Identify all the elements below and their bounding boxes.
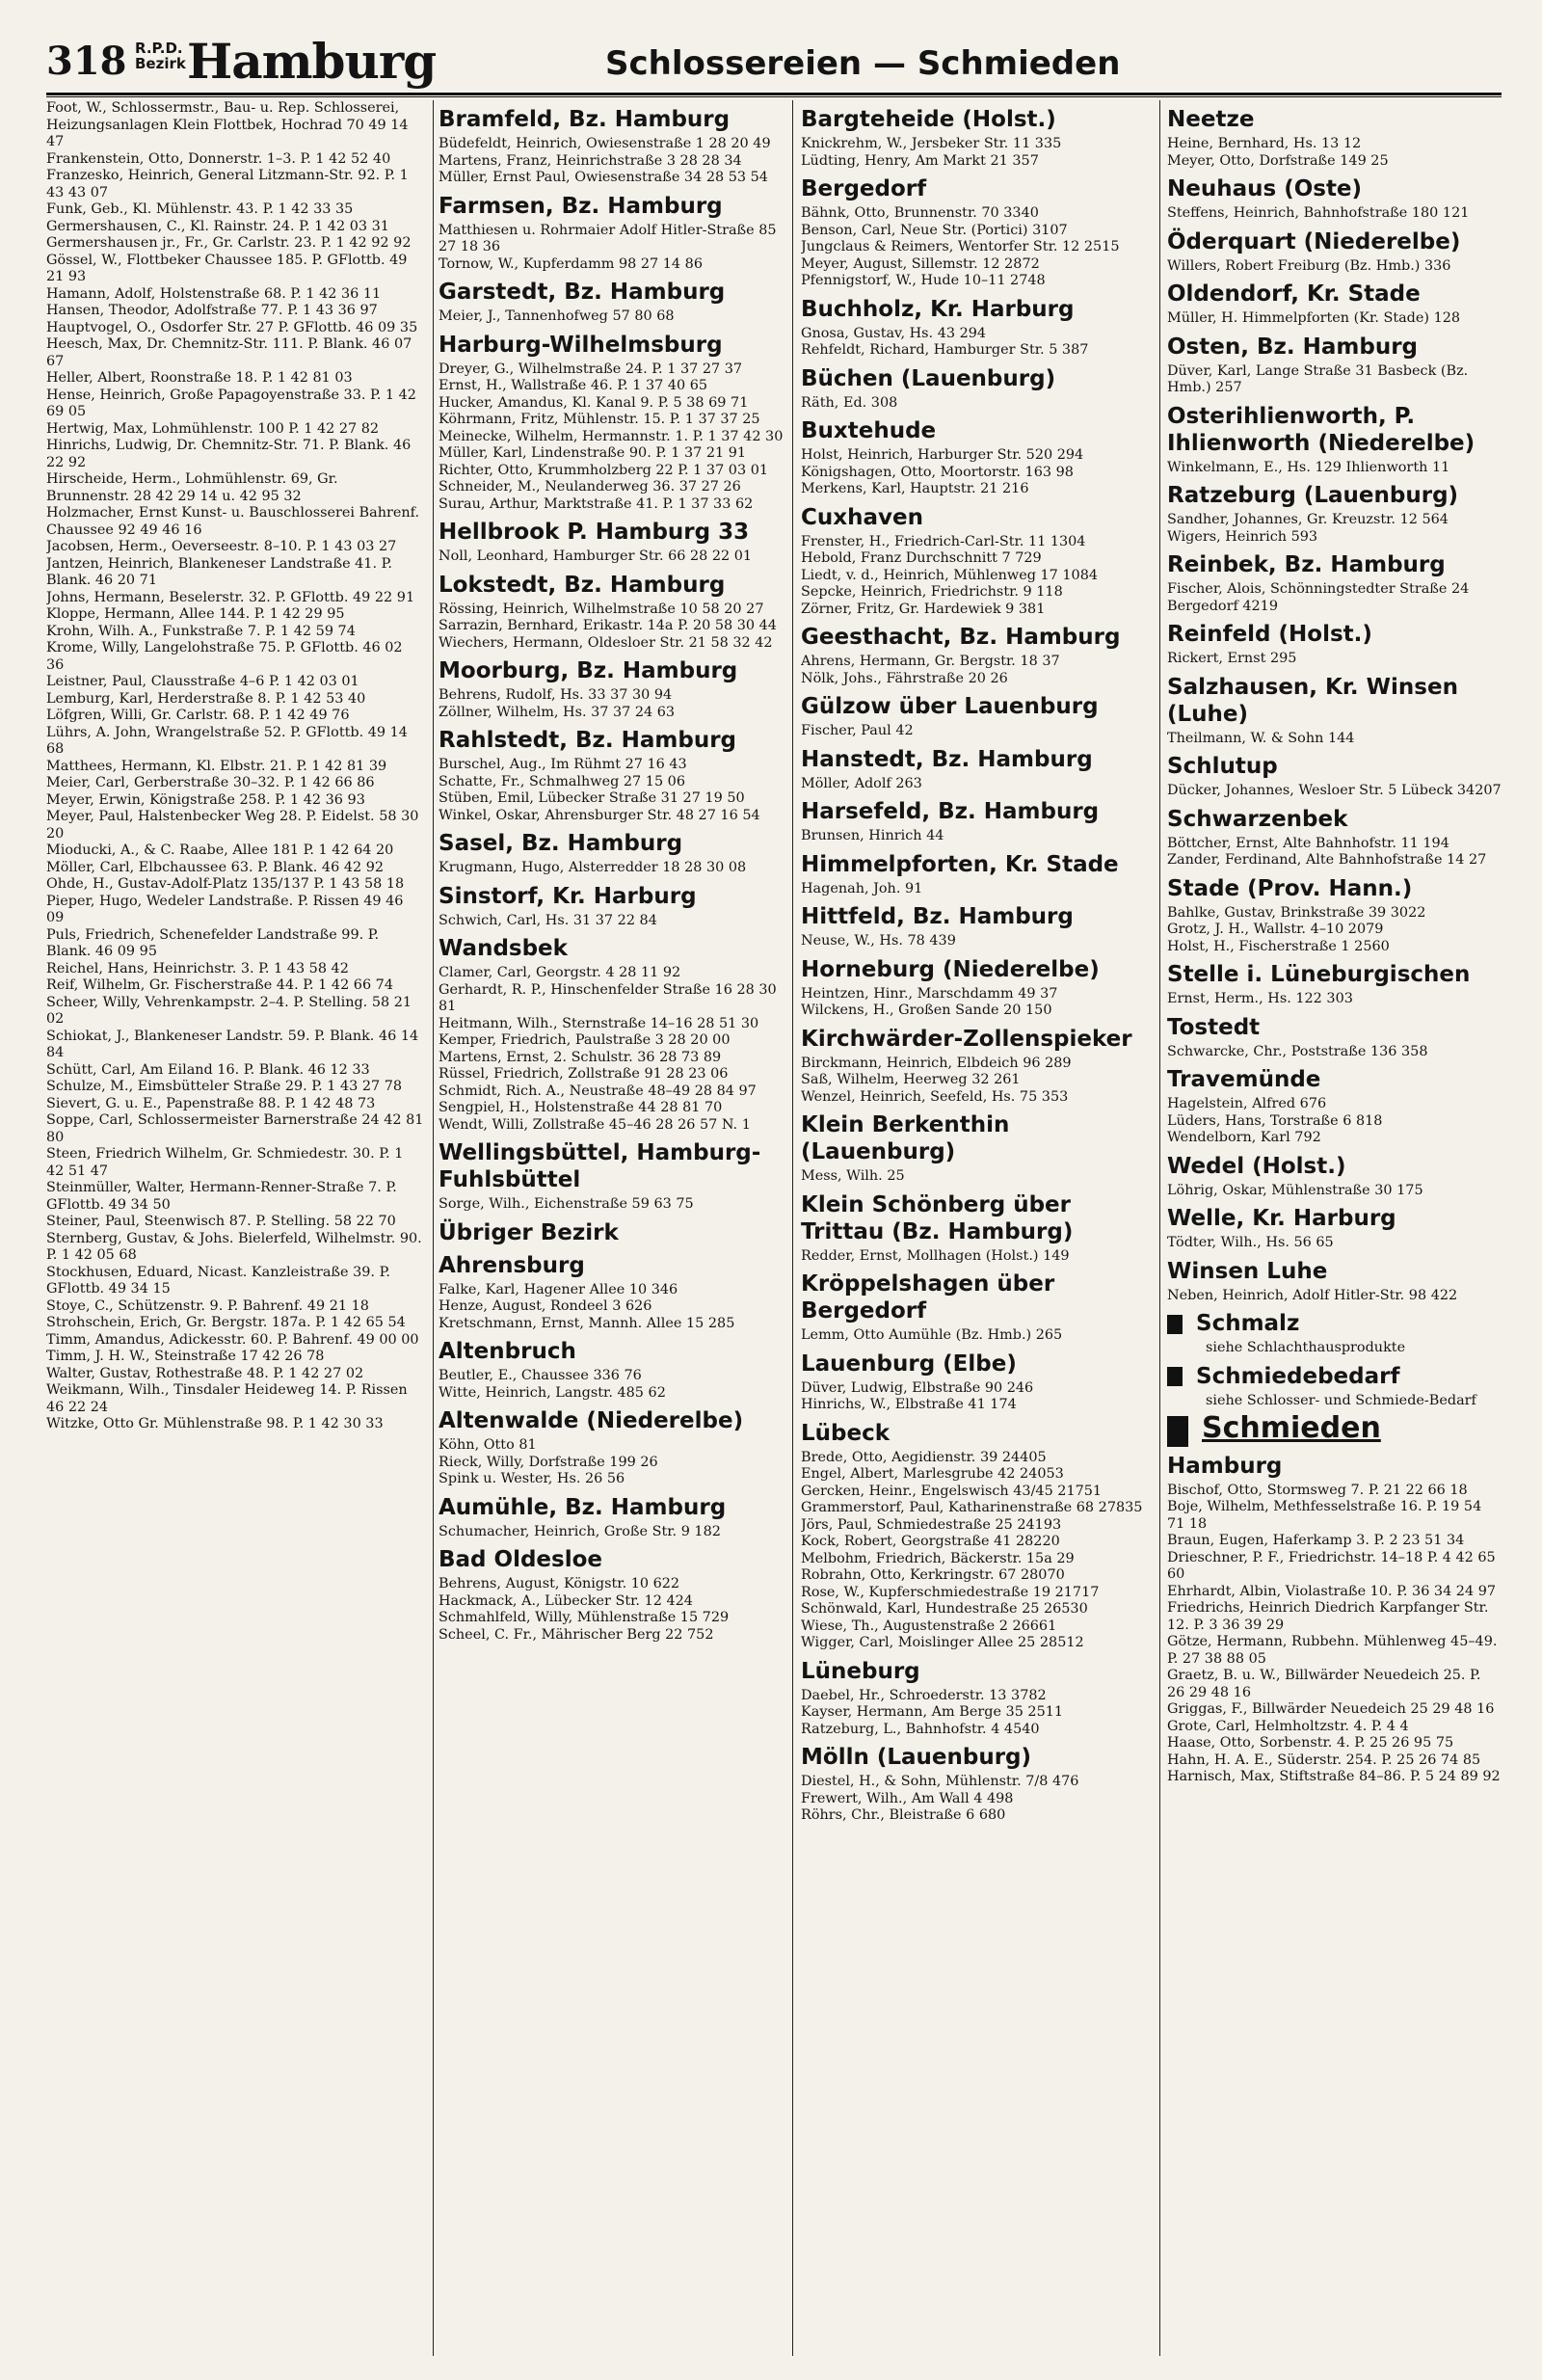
place-heading: Ahrensburg xyxy=(439,1252,585,1278)
bezirk-label: Bezirk xyxy=(135,55,186,72)
listing-entry: Sepcke, Heinrich, Friedrichstr. 9 118 xyxy=(801,584,1063,600)
place-heading: Öderquart (Niederelbe) xyxy=(1167,228,1461,254)
place-heading: Übriger Bezirk xyxy=(439,1219,619,1245)
listing-entry: Haase, Otto, Sorbenstr. 4. P. 25 26 95 75 xyxy=(1167,1735,1454,1751)
listing-entry: Pieper, Hugo, Wedeler Landstraße. P. Rissen 49 46 09 xyxy=(46,893,404,925)
place-heading: Lüneburg xyxy=(801,1658,920,1684)
listing-entry: Braun, Eugen, Haferkamp 3. P. 2 23 51 34 xyxy=(1167,1533,1465,1548)
listing-entry: Rössing, Heinrich, Wilhelmstraße 10 58 20 27 xyxy=(439,601,764,617)
listing-entry: Hucker, Amandus, Kl. Kanal 9. P. 5 38 69 71 xyxy=(439,394,749,411)
listing-entry: Hackmack, A., Lübecker Str. 12 424 xyxy=(439,1592,693,1609)
listing-entry: Meyer, Erwin, Königstraße 258. P. 1 42 36 93 xyxy=(46,791,365,808)
listing-entry: Schütt, Carl, Am Eiland 16. P. Blank. 46 12 33 xyxy=(46,1061,370,1078)
listing-entry: Frenster, H., Friedrich-Carl-Str. 11 1304 xyxy=(801,533,1086,549)
cross-reference-note: siehe Schlachthausprodukte xyxy=(1206,1340,1406,1355)
listing-entry: Hagenah, Joh. 91 xyxy=(801,880,923,896)
category-heading-text: Schmalz xyxy=(1196,1311,1300,1336)
listing-entry: Rickert, Ernst 295 xyxy=(1167,651,1297,666)
listing-entry: Puls, Friedrich, Schenefelder Landstraße 99. P. Blank. 46 09 95 xyxy=(46,926,380,959)
listing-entry: Fischer, Paul 42 xyxy=(801,723,914,738)
listing-entry: Wigger, Carl, Moislinger Allee 25 28512 xyxy=(801,1635,1084,1650)
place-heading: Bergedorf xyxy=(801,176,927,201)
square-bullet-icon xyxy=(1167,1367,1183,1386)
listing-entry: Witte, Heinrich, Langstr. 485 62 xyxy=(439,1384,666,1401)
place-heading: Kröppelshagen über Bergedorf xyxy=(801,1271,1055,1324)
listing-entry: Köhrmann, Fritz, Mühlenstr. 15. P. 1 37 37 25 xyxy=(439,412,760,427)
place-heading: Lokstedt, Bz. Hamburg xyxy=(439,572,726,598)
listing-entry: Merkens, Karl, Hauptstr. 21 216 xyxy=(801,481,1029,496)
listing-entry: Schwich, Carl, Hs. 31 37 22 84 xyxy=(439,912,657,928)
place-heading: Neetze xyxy=(1167,107,1255,132)
place-heading: Schwarzenbek xyxy=(1167,806,1348,832)
listing-entry: Heine, Bernhard, Hs. 13 12 xyxy=(1167,136,1362,151)
place-heading: Hittfeld, Bz. Hamburg xyxy=(801,904,1074,929)
listing-entry: Scheer, Willy, Vehrenkampstr. 2–4. P. Stelling. 58 21 02 xyxy=(46,994,412,1027)
place-heading: Farmsen, Bz. Hamburg xyxy=(439,193,723,219)
category-heading xyxy=(1167,1363,1502,1390)
place-heading: Salzhausen, Kr. Winsen (Luhe) xyxy=(1167,674,1458,727)
listing-entry: Meyer, Paul, Halstenbecker Weg 28. P. Eidelst. 58 30 20 xyxy=(46,809,419,842)
listing-entry: Brede, Otto, Aegidienstr. 39 24405 xyxy=(801,1449,1047,1465)
listing-entry: Ratzeburg, L., Bahnhofstr. 4 4540 xyxy=(801,1721,1040,1737)
listing-entry: Hinrichs, Ludwig, Dr. Chemnitz-Str. 71. P. Blank. 46 22 92 xyxy=(46,438,412,470)
listing-entry: Matthees, Hermann, Kl. Elbstr. 21. P. 1 42 81 39 xyxy=(46,758,387,774)
place-heading: Gülzow über Lauenburg xyxy=(801,694,1099,719)
listing-entry: Brunsen, Hinrich 44 xyxy=(801,828,944,843)
place-heading: Geesthacht, Bz. Hamburg xyxy=(801,625,1121,650)
listing-entry: Grote, Carl, Helmholtzstr. 4. P. 4 4 xyxy=(1167,1718,1409,1734)
listing-entry: Fischer, Alois, Schönningstedter Straße 24 Bergedorf 4219 xyxy=(1167,581,1470,614)
listing-entry: Meinecke, Wilhelm, Hermannstr. 1. P. 1 37 42 30 xyxy=(439,428,784,444)
listing-entry: Liedt, v. d., Heinrich, Mühlenweg 17 1084 xyxy=(801,567,1099,583)
listing-entry: Rose, W., Kupferschmiedestraße 19 21717 xyxy=(801,1584,1100,1600)
listing-entry: Kock, Robert, Georgstraße 41 28220 xyxy=(801,1534,1060,1549)
listing-entry: Sievert, G. u. E., Papenstraße 88. P. 1 42 48 73 xyxy=(46,1095,376,1111)
listing-entry: Wendt, Willi, Zollstraße 45–46 28 26 57 N. 1 xyxy=(439,1116,751,1133)
listing-entry: Saß, Wilhelm, Heerweg 32 261 xyxy=(801,1072,1021,1087)
listing-entry: Holzmacher, Ernst Kunst- u. Bauschlosserei Bahrenf. Chaussee 92 49 46 16 xyxy=(46,505,420,538)
place-heading: Aumühle, Bz. Hamburg xyxy=(439,1494,727,1520)
place-heading: Oldendorf, Kr. Stade xyxy=(1167,281,1421,307)
listing-entry: Kloppe, Hermann, Allee 144. P. 1 42 29 95 xyxy=(46,606,345,622)
listing-entry: Räth, Ed. 308 xyxy=(801,394,898,411)
listing-entry: Grotz, J. H., Wallstr. 4–10 2079 xyxy=(1167,922,1384,937)
place-heading: Hanstedt, Bz. Hamburg xyxy=(801,746,1093,772)
place-heading: Ratzeburg (Lauenburg) xyxy=(1167,483,1459,508)
listing-entry: Gnosa, Gustav, Hs. 43 294 xyxy=(801,325,987,341)
listing-entry: Meier, Carl, Gerberstraße 30–32. P. 1 42 66 86 xyxy=(46,775,375,790)
listing-entry: Reif, Wilhelm, Gr. Fischerstraße 44. P. 1 42 66 74 xyxy=(46,977,393,993)
listing-entry: Meyer, Otto, Dorfstraße 149 25 xyxy=(1167,152,1389,169)
section-heading xyxy=(1167,1411,1502,1447)
listing-entry: Graetz, B. u. W., Billwärder Neuedeich 25. P. 26 29 48 16 xyxy=(1167,1668,1481,1700)
listing-entry: Ernst, H., Wallstraße 46. P. 1 37 40 65 xyxy=(439,378,708,393)
place-heading: Stade (Prov. Hann.) xyxy=(1167,875,1413,901)
listing-entry: Düver, Ludwig, Elbstraße 90 246 xyxy=(801,1379,1034,1396)
place-heading: Schlutup xyxy=(1167,754,1278,779)
listing-entry: Soppe, Carl, Schlossermeister Barnerstraße 24 42 81 80 xyxy=(46,1112,424,1145)
listing-entry: Wigers, Heinrich 593 xyxy=(1167,528,1318,545)
section-heading-text: Schmieden xyxy=(1202,1411,1381,1445)
listing-entry: Ohde, H., Gustav-Adolf-Platz 135/137 P. 1 43 58 18 xyxy=(46,876,405,892)
place-heading: Klein Berkenthin (Lauenburg) xyxy=(801,1112,1010,1164)
listing-entry: Müller, Karl, Lindenstraße 90. P. 1 37 21 91 xyxy=(439,445,747,461)
listing-entry: Burschel, Aug., Im Rühmt 27 16 43 xyxy=(439,757,687,772)
listing-entry: Ehrhardt, Albin, Violastraße 10. P. 36 34 24 97 xyxy=(1167,1583,1497,1599)
header-rule-thin xyxy=(46,96,1502,97)
place-heading: Himmelpforten, Kr. Stade xyxy=(801,851,1119,877)
listing-column-4 xyxy=(1167,100,1502,2356)
listing-entry: Lüdting, Henry, Am Markt 21 357 xyxy=(801,152,1039,169)
listing-entry: Strohschein, Erich, Gr. Bergstr. 187a. P. 1 42 65 54 xyxy=(46,1315,406,1330)
listing-entry: Kemper, Friedrich, Paulstraße 3 28 20 00 xyxy=(439,1032,731,1048)
listing-entry: Mess, Wilh. 25 xyxy=(801,1168,905,1184)
listing-entry: Bähnk, Otto, Brunnenstr. 70 3340 xyxy=(801,205,1039,221)
listing-entry: Timm, Amandus, Adickesstr. 60. P. Bahrenf. 49 00 00 xyxy=(46,1331,419,1348)
listing-entry: Ernst, Herm., Hs. 122 303 xyxy=(1167,991,1353,1006)
listing-entry: Diestel, H., & Sohn, Mühlenstr. 7/8 476 xyxy=(801,1774,1079,1789)
listing-entry: Heintzen, Hinr., Marschdamm 49 37 xyxy=(801,985,1058,1002)
listing-entry: Jantzen, Heinrich, Blankeneser Landstraße 41. P. Blank. 46 20 71 xyxy=(46,555,392,588)
listing-entry: Matthiesen u. Rohrmaier Adolf Hitler-Straße 85 27 18 36 xyxy=(439,222,777,254)
listing-entry: Tödter, Wilh., Hs. 56 65 xyxy=(1167,1235,1334,1250)
listing-entry: Harnisch, Max, Stiftstraße 84–86. P. 5 24 89 92 xyxy=(1167,1769,1501,1784)
place-heading: Osterihlienworth, P. Ihlienworth (Niederelbe) xyxy=(1167,403,1476,456)
listing-entry: Frankenstein, Otto, Donnerstr. 1–3. P. 1 42 52 40 xyxy=(46,150,391,167)
listing-entry: Daebel, Hr., Schroederstr. 13 3782 xyxy=(801,1687,1047,1703)
listing-entry: Sternberg, Gustav, & Johs. Bielerfeld, Wilhelmstr. 90. P. 1 42 05 68 xyxy=(46,1230,422,1263)
listing-entry: Martens, Franz, Heinrichstraße 3 28 28 34 xyxy=(439,152,742,169)
listing-entry: Neuse, W., Hs. 78 439 xyxy=(801,933,956,949)
listing-entry: Sarrazin, Bernhard, Erikastr. 14a P. 20 58 30 44 xyxy=(439,618,777,633)
category-heading xyxy=(1167,1310,1502,1337)
listing-entry: Scheel, C. Fr., Mährischer Berg 22 752 xyxy=(439,1626,714,1643)
listing-entry: Steen, Friedrich Wilhelm, Gr. Schmiedestr. 30. P. 1 42 51 47 xyxy=(46,1146,404,1179)
listing-entry: Behrens, Rudolf, Hs. 33 37 30 94 xyxy=(439,687,673,703)
listing-entry: Lemm, Otto Aumühle (Bz. Hmb.) 265 xyxy=(801,1327,1063,1343)
listing-entry: Lüders, Hans, Torstraße 6 818 xyxy=(1167,1112,1383,1129)
listing-entry: Kayser, Hermann, Am Berge 35 2511 xyxy=(801,1704,1064,1720)
listing-entry: Wiechers, Hermann, Oldesloer Str. 21 58 32 42 xyxy=(439,634,773,651)
listing-entry: Zöllner, Wilhelm, Hs. 37 37 24 63 xyxy=(439,704,676,720)
listing-entry: Heller, Albert, Roonstraße 18. P. 1 42 81 03 xyxy=(46,370,353,386)
listing-entry: Dücker, Johannes, Wesloer Str. 5 Lübeck 34207 xyxy=(1167,783,1502,798)
listing-entry: Rüssel, Friedrich, Zollstraße 91 28 23 06 xyxy=(439,1066,729,1082)
listing-entry: Drieschner, P. F., Friedrichstr. 14–18 P. 4 42 65 60 xyxy=(1167,1549,1496,1582)
listing-entry: Lührs, A. John, Wrangelstraße 52. P. GFlottb. 49 14 68 xyxy=(46,724,408,757)
listing-entry: Surau, Arthur, Marktstraße 41. P. 1 37 33 62 xyxy=(439,495,754,512)
listing-entry: Müller, H. Himmelpforten (Kr. Stade) 128 xyxy=(1167,310,1461,326)
listing-entry: Franzesko, Heinrich, General Litzmann-Str. 92. P. 1 43 43 07 xyxy=(46,168,409,201)
place-heading: Altenbruch xyxy=(439,1339,576,1364)
listing-entry: Behrens, August, Königstr. 10 622 xyxy=(439,1576,680,1591)
place-heading: Garstedt, Bz. Hamburg xyxy=(439,280,726,305)
listing-entry: Griggas, F., Billwärder Neuedeich 25 29 48 16 xyxy=(1167,1701,1495,1717)
place-heading: Tostedt xyxy=(1167,1014,1261,1040)
listing-entry: Königshagen, Otto, Moortorstr. 163 98 xyxy=(801,464,1074,480)
listing-entry: Hahn, H. A. E., Süderstr. 254. P. 25 26 74 85 xyxy=(1167,1752,1481,1768)
listing-entry: Weikmann, Wilh., Tinsdaler Heideweg 14. P. Rissen 46 22 24 xyxy=(46,1382,408,1415)
listing-entry: Johns, Hermann, Beselerstr. 32. P. GFlottb. 49 22 91 xyxy=(46,589,415,605)
place-heading: Harsefeld, Bz. Hamburg xyxy=(801,799,1100,824)
square-bullet-icon xyxy=(1167,1416,1188,1447)
listing-entry: Röhrs, Chr., Bleistraße 6 680 xyxy=(801,1807,1006,1823)
place-heading: Altenwalde (Niederelbe) xyxy=(439,1408,744,1433)
listing-entry: Melbohm, Friedrich, Bäckerstr. 15a 29 xyxy=(801,1550,1075,1566)
place-heading: Neuhaus (Oste) xyxy=(1167,176,1363,201)
listing-entry: Möller, Carl, Elbchaussee 63. P. Blank. 46 42 92 xyxy=(46,859,385,875)
listing-entry: Krome, Willy, Langelohstraße 75. P. GFlottb. 46 02 36 xyxy=(46,640,403,673)
listing-entry: Friedrichs, Heinrich Diedrich Karpfanger Str. 12. P. 3 36 39 29 xyxy=(1167,1600,1489,1633)
listing-entry: Grammerstorf, Paul, Katharinenstraße 68 27835 xyxy=(801,1500,1143,1515)
listing-entry: Pfennigstorf, W., Hude 10–11 2748 xyxy=(801,273,1046,288)
listing-entry: Spink u. Wester, Hs. 26 56 xyxy=(439,1471,625,1486)
listing-entry: Heesch, Max, Dr. Chemnitz-Str. 111. P. Blank. 46 07 67 xyxy=(46,336,412,369)
listing-entry: Theilmann, W. & Sohn 144 xyxy=(1167,730,1355,746)
listing-entry: Redder, Ernst, Mollhagen (Holst.) 149 xyxy=(801,1247,1070,1264)
listing-entry: Heitmann, Wilh., Sternstraße 14–16 28 51 30 xyxy=(439,1015,759,1031)
listing-entry: Bischof, Otto, Stormsweg 7. P. 21 22 66 18 xyxy=(1167,1482,1468,1498)
listing-entry: Schönwald, Karl, Hundestraße 25 26530 xyxy=(801,1601,1088,1617)
listing-entry: Stüben, Emil, Lübecker Straße 31 27 19 50 xyxy=(439,790,745,806)
listing-entry: Henze, August, Rondeel 3 626 xyxy=(439,1298,652,1314)
listing-entry: Hertwig, Max, Lohmühlenstr. 100 P. 1 42 27 82 xyxy=(46,420,380,437)
cross-reference-note: siehe Schlosser- und Schmiede-Bedarf xyxy=(1206,1392,1476,1408)
place-heading: Mölln (Lauenburg) xyxy=(801,1745,1032,1770)
listing-entry: Zander, Ferdinand, Alte Bahnhofstraße 14 27 xyxy=(1167,852,1487,868)
listing-entry: Sandher, Johannes, Gr. Kreuzstr. 12 564 xyxy=(1167,512,1449,527)
place-heading: Hamburg xyxy=(1167,1453,1283,1479)
listing-entry: Hirscheide, Herm., Lohmühlenstr. 69, Gr. Brunnenstr. 28 42 29 14 u. 42 95 32 xyxy=(46,471,338,504)
place-heading: Wedel (Holst.) xyxy=(1167,1153,1346,1179)
listing-entry: Noll, Leonhard, Hamburger Str. 66 28 22 01 xyxy=(439,548,753,564)
listing-entry: Birckmann, Heinrich, Elbdeich 96 289 xyxy=(801,1055,1072,1071)
listing-entry: Stockhusen, Eduard, Nicast. Kanzleistraße 39. P. GFlottb. 49 34 15 xyxy=(46,1264,390,1297)
rpd-bezirk-label xyxy=(135,40,186,71)
listing-entry: Jörs, Paul, Schmiedestraße 25 24193 xyxy=(801,1516,1062,1533)
place-heading: Lauenburg (Elbe) xyxy=(801,1350,1017,1377)
listing-entry: Robrahn, Otto, Kerkringstr. 67 28070 xyxy=(801,1567,1065,1583)
listing-entry: Jungclaus & Reimers, Wentorfer Str. 12 2515 xyxy=(801,239,1120,254)
place-heading: Buxtehude xyxy=(801,418,937,443)
listing-entry: Götze, Hermann, Rubbehn. Mühlenweg 45–49. P. 27 38 88 05 xyxy=(1167,1634,1498,1667)
listing-entry: Bahlke, Gustav, Brinkstraße 39 3022 xyxy=(1167,904,1426,921)
listing-entry: Clamer, Carl, Georgstr. 4 28 11 92 xyxy=(439,965,681,980)
listing-entry: Beutler, E., Chaussee 336 76 xyxy=(439,1368,642,1383)
listing-entry: Hense, Heinrich, Große Papagoyenstraße 33. P. 1 42 69 05 xyxy=(46,387,416,419)
place-heading: Lübeck xyxy=(801,1420,891,1446)
listing-entry: Zörner, Fritz, Gr. Hardewiek 9 381 xyxy=(801,601,1046,617)
place-heading: Osten, Bz. Hamburg xyxy=(1167,334,1418,360)
listing-entry: Wiese, Th., Augustenstraße 2 26661 xyxy=(801,1618,1057,1634)
listing-entry: Steiner, Paul, Steenwisch 87. P. Stelling. 58 22 70 xyxy=(46,1214,396,1229)
place-heading: Reinfeld (Holst.) xyxy=(1167,622,1372,647)
listing-entry: Winkelmann, E., Hs. 129 Ihlienworth 11 xyxy=(1167,459,1450,475)
listing-entry: Knickrehm, W., Jersbeker Str. 11 335 xyxy=(801,136,1062,151)
listing-entry: Stoye, C., Schützenstr. 9. P. Bahrenf. 49 21 18 xyxy=(46,1297,369,1314)
listing-entry: Leistner, Paul, Clausstraße 4–6 P. 1 42 03 01 xyxy=(46,674,359,689)
listing-entry: Germershausen jr., Fr., Gr. Carlstr. 23. P. 1 42 92 92 xyxy=(46,235,412,251)
listing-entry: Mioducki, A., & C. Raabe, Allee 181 P. 1 42 64 20 xyxy=(46,842,394,858)
listing-entry: Krohn, Wilh. A., Funkstraße 7. P. 1 42 59 74 xyxy=(46,623,356,639)
listing-entry: Schumacher, Heinrich, Große Str. 9 182 xyxy=(439,1523,721,1539)
listing-entry: Wendelborn, Karl 792 xyxy=(1167,1130,1321,1145)
place-heading: Moorburg, Bz. Hamburg xyxy=(439,658,738,683)
place-heading: Bad Oldesloe xyxy=(439,1547,602,1572)
listing-entry: Reichel, Hans, Heinrichstr. 3. P. 1 43 58 42 xyxy=(46,960,349,976)
listing-entry: Martens, Ernst, 2. Schulstr. 36 28 73 89 xyxy=(439,1049,722,1065)
listing-entry: Hamann, Adolf, Holstenstraße 68. P. 1 42 36 11 xyxy=(46,285,382,302)
listing-entry: Steinmüller, Walter, Hermann-Renner-Straße 7. P. GFlottb. 49 34 50 xyxy=(46,1180,397,1213)
listing-entry: Walter, Gustav, Rothestraße 48. P. 1 42 27 02 xyxy=(46,1365,364,1381)
place-heading: Horneburg (Niederelbe) xyxy=(801,956,1100,982)
place-heading: Sasel, Bz. Hamburg xyxy=(439,831,683,856)
listing-entry: Schmidt, Rich. A., Neustraße 48–49 28 84 97 xyxy=(439,1083,757,1099)
listing-column-1 xyxy=(46,100,424,2356)
listing-entry: Hinrichs, W., Elbstraße 41 174 xyxy=(801,1397,1017,1412)
place-heading: Klein Schönberg über Trittau (Bz. Hamburg) xyxy=(801,1191,1074,1244)
listing-entry: Rieck, Willy, Dorfstraße 199 26 xyxy=(439,1454,658,1470)
listing-entry: Wilckens, H., Großen Sande 20 150 xyxy=(801,1003,1052,1018)
listing-entry: Hauptvogel, O., Osdorfer Str. 27 P. GFlottb. 46 09 35 xyxy=(46,319,418,335)
square-bullet-icon xyxy=(1167,1315,1183,1334)
place-heading: Wellingsbüttel, Hamburg-Fuhlsbüttel xyxy=(439,1140,761,1192)
listing-entry: Sengpiel, H., Holstenstraße 44 28 81 70 xyxy=(439,1100,723,1115)
listing-entry: Löhrig, Oskar, Mühlenstraße 30 175 xyxy=(1167,1182,1423,1198)
listing-entry: Düver, Karl, Lange Straße 31 Basbeck (Bz. Hmb.) 257 xyxy=(1167,362,1469,395)
listing-entry: Frewert, Wilh., Am Wall 4 498 xyxy=(801,1790,1014,1806)
listing-entry: Gössel, W., Flottbeker Chaussee 185. P. GFlottb. 49 21 93 xyxy=(46,252,408,284)
place-heading: Stelle i. Lüneburgischen xyxy=(1167,962,1471,987)
place-heading: Welle, Kr. Harburg xyxy=(1167,1206,1396,1231)
listing-entry: Willers, Robert Freiburg (Bz. Hmb.) 336 xyxy=(1167,257,1451,274)
listing-entry: Tornow, W., Kupferdamm 98 27 14 86 xyxy=(439,255,703,272)
place-heading: Büchen (Lauenburg) xyxy=(801,365,1056,391)
header-rule xyxy=(46,93,1502,95)
listing-entry: Krugmann, Hugo, Alsterredder 18 28 30 08 xyxy=(439,860,747,875)
listing-entry: Sorge, Wilh., Eichenstraße 59 63 75 xyxy=(439,1196,694,1212)
listing-entry: Müller, Ernst Paul, Owiesenstraße 34 28 53 54 xyxy=(439,170,768,185)
place-heading: Rahlstedt, Bz. Hamburg xyxy=(439,728,737,753)
listing-entry: Hagelstein, Alfred 676 xyxy=(1167,1096,1327,1111)
listing-entry: Hansen, Theodor, Adolfstraße 77. P. 1 43 36 97 xyxy=(46,303,378,318)
place-heading: Hellbrook P. Hamburg 33 xyxy=(439,520,750,545)
listing-entry: Funk, Geb., Kl. Mühlenstr. 43. P. 1 42 33 35 xyxy=(46,201,354,217)
listing-entry: Böttcher, Ernst, Alte Bahnhofstr. 11 194 xyxy=(1167,835,1449,851)
listing-entry: Schulze, M., Eimsbütteler Straße 29. P. 1 43 27 78 xyxy=(46,1079,403,1094)
listing-entry: Foot, W., Schlossermstr., Bau- u. Rep. Schlosserei, Heizungsanlagen Klein Flottbek, Hochrad 70 49 14 47 xyxy=(46,100,409,149)
listing-entry: Engel, Albert, Marlesgrube 42 24053 xyxy=(801,1466,1064,1482)
listing-entry: Dreyer, G., Wilhelmstraße 24. P. 1 37 27 37 xyxy=(439,361,743,377)
listing-entry: Rehfeldt, Richard, Hamburger Str. 5 387 xyxy=(801,342,1089,358)
listing-entry: Lemburg, Karl, Herderstraße 8. P. 1 42 53 40 xyxy=(46,690,366,707)
section-title: Schlossereien — Schmieden xyxy=(605,44,1121,83)
listing-entry: Kretschmann, Ernst, Mannh. Allee 15 285 xyxy=(439,1315,735,1331)
listing-entry: Wenzel, Heinrich, Seefeld, Hs. 75 353 xyxy=(801,1088,1069,1105)
listing-entry: Köhn, Otto 81 xyxy=(439,1437,537,1453)
listing-entry: Steffens, Heinrich, Bahnhofstraße 180 121 xyxy=(1167,205,1470,221)
page-header xyxy=(46,31,1502,91)
listing-entry: Hebold, Franz Durchschnitt 7 729 xyxy=(801,550,1042,566)
listing-entry: Ahrens, Hermann, Gr. Bergstr. 18 37 xyxy=(801,654,1060,669)
listing-entry: Büdefeldt, Heinrich, Owiesenstraße 1 28 20 49 xyxy=(439,136,771,151)
place-heading: Harburg-Wilhelmsburg xyxy=(439,332,723,358)
listing-entry: Timm, J. H. W., Steinstraße 17 42 26 78 xyxy=(46,1349,325,1364)
place-heading: Wandsbek xyxy=(439,936,568,961)
place-heading: Buchholz, Kr. Harburg xyxy=(801,296,1075,322)
listing-entry: Witzke, Otto Gr. Mühlenstraße 98. P. 1 42 30 33 xyxy=(46,1416,384,1431)
listing-entry: Meier, J., Tannenhofweg 57 80 68 xyxy=(439,308,675,324)
listing-entry: Gerhardt, R. P., Hinschenfelder Straße 16 28 30 81 xyxy=(439,981,777,1014)
listing-entry: Benson, Carl, Neue Str. (Portici) 3107 xyxy=(801,222,1068,238)
listing-column-3 xyxy=(801,100,1150,2356)
listing-entry: Schneider, M., Neulanderweg 36. 37 27 26 xyxy=(439,479,741,495)
listing-columns xyxy=(46,100,1502,2356)
city-title: Hamburg xyxy=(187,33,437,90)
place-heading: Bramfeld, Bz. Hamburg xyxy=(439,107,731,132)
listing-entry: Holst, Heinrich, Harburger Str. 520 294 xyxy=(801,447,1084,463)
listing-entry: Schiokat, J., Blankeneser Landstr. 59. P. Blank. 46 14 84 xyxy=(46,1028,419,1060)
place-heading: Sinstorf, Kr. Harburg xyxy=(439,883,697,909)
listing-column-2 xyxy=(439,100,787,2356)
listing-entry: Löfgren, Willi, Gr. Carlstr. 68. P. 1 42 49 76 xyxy=(46,708,350,723)
listing-entry: Richter, Otto, Krummholzberg 22 P. 1 37 03 01 xyxy=(439,462,768,478)
listing-entry: Winkel, Oskar, Ahrensburger Str. 48 27 16 54 xyxy=(439,807,760,823)
listing-entry: Falke, Karl, Hagener Allee 10 346 xyxy=(439,1281,678,1297)
listing-entry: Jacobsen, Herm., Oeverseestr. 8–10. P. 1 43 03 27 xyxy=(46,539,397,554)
place-heading: Reinbek, Bz. Hamburg xyxy=(1167,552,1446,577)
listing-entry: Holst, H., Fischerstraße 1 2560 xyxy=(1167,938,1390,954)
listing-entry: Neben, Heinrich, Adolf Hitler-Str. 98 422 xyxy=(1167,1287,1458,1303)
listing-entry: Schatte, Fr., Schmalhweg 27 15 06 xyxy=(439,773,685,789)
listing-entry: Gercken, Heinr., Engelswisch 43/45 21751 xyxy=(801,1483,1103,1499)
place-heading: Kirchwärder-Zollenspieker xyxy=(801,1026,1132,1052)
place-heading: Winsen Luhe xyxy=(1167,1258,1328,1284)
place-heading: Travemünde xyxy=(1167,1067,1321,1092)
place-heading: Cuxhaven xyxy=(801,504,923,530)
page-number: 318 xyxy=(46,39,127,84)
listing-entry: Boje, Wilhelm, Methfesselstraße 16. P. 19 54 71 18 xyxy=(1167,1499,1482,1532)
category-heading-text: Schmiedebedarf xyxy=(1196,1363,1400,1389)
listing-entry: Nölk, Johs., Fährstraße 20 26 xyxy=(801,670,1008,686)
place-heading: Bargteheide (Holst.) xyxy=(801,107,1056,132)
listing-entry: Möller, Adolf 263 xyxy=(801,775,922,791)
listing-entry: Germershausen, C., Kl. Rainstr. 24. P. 1 42 03 31 xyxy=(46,218,389,234)
listing-entry: Schwarcke, Chr., Poststraße 136 358 xyxy=(1167,1043,1428,1059)
rpd-label: R.P.D. xyxy=(135,40,183,57)
listing-entry: Schmahlfeld, Willy, Mühlenstraße 15 729 xyxy=(439,1610,730,1625)
listing-entry: Meyer, August, Sillemstr. 12 2872 xyxy=(801,255,1040,272)
